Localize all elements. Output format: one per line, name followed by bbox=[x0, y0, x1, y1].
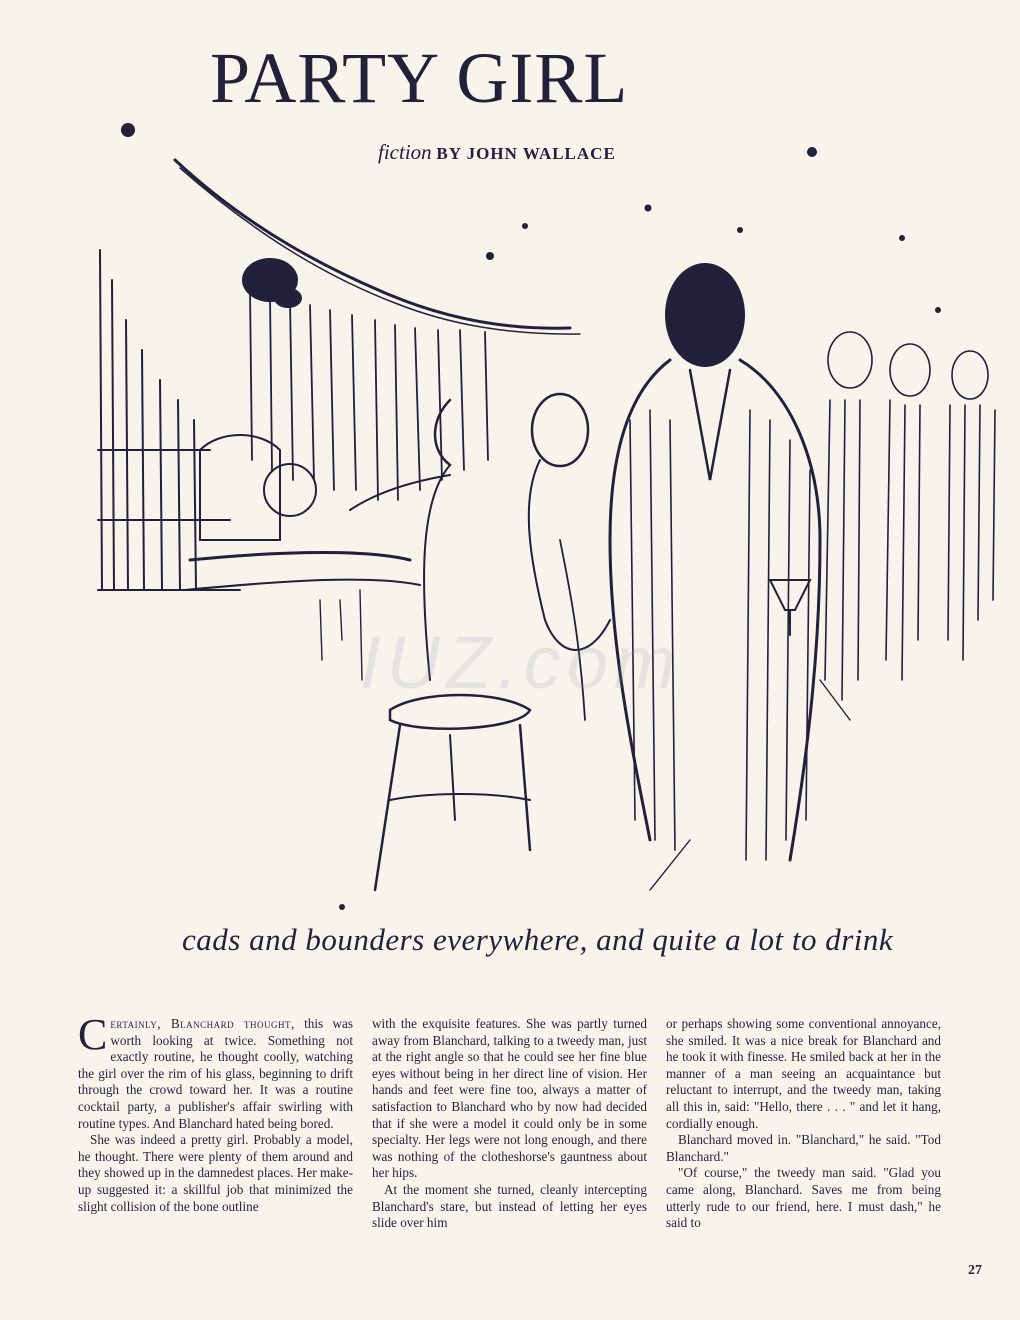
paragraph bbox=[78, 1010, 354, 1132]
byline-author: BY JOHN WALLACE bbox=[436, 144, 616, 163]
ink-dot bbox=[645, 205, 652, 212]
ink-dot bbox=[935, 307, 941, 313]
ink-dot bbox=[737, 227, 743, 233]
byline-genre: fiction bbox=[378, 140, 432, 164]
drop-cap: C bbox=[78, 1010, 108, 1059]
paragraph: with the exquisite features. She was partly turned away from Blanchard, talking to a tweedy man, just at the right angle so that he could see her fine blue eyes without being in her direct line of vision. Her hands and feet were fine too, always a matter of satisfaction to Blanchard who by now had decided that if she were a model it could only be in some specialty. Her legs were not long enough, and there was nothing of the clotheshorse's gauntness about her hips. bbox=[372, 1016, 647, 1181]
text-column-1 bbox=[78, 1010, 354, 1215]
text-column-3 bbox=[666, 1016, 941, 1232]
paragraph-text: this was worth looking at twice. Something not exactly routine, he thought coolly, watching the girl over the rim of his glass, beginning to drift through the crowd toward her. It was a routine cocktail party, a publisher's affair swirling with routine types. And Blanchard hated being bored. bbox=[78, 1016, 354, 1131]
ink-dot bbox=[522, 223, 528, 229]
lead-in: ertainly, Blanchard thought, bbox=[110, 1016, 295, 1031]
ink-dot bbox=[121, 123, 135, 137]
paragraph: "Of course," the tweedy man said. "Glad you came along, Blanchard. Saves me from being utterly rude to our friend, here. I must dash," he said to bbox=[666, 1165, 941, 1231]
page-number: 27 bbox=[968, 1263, 982, 1278]
ink-dot bbox=[899, 235, 905, 241]
watermark: IUZ.com bbox=[360, 621, 682, 704]
body-text bbox=[78, 1010, 948, 1286]
party-illustration bbox=[90, 120, 1010, 910]
ink-dot bbox=[339, 904, 345, 910]
paragraph: or perhaps showing some conventional annoyance, she smiled. It was a nice break for Blanchard and he took it with finesse. He smiled back at her in the manner of a man seeing an acquaintance but reluctant to interrupt, and the tweedy man, taking all this in, said: "Hello, there . . . " and let it hang, cordially enough. bbox=[666, 1016, 941, 1131]
text-column-2 bbox=[372, 1016, 647, 1232]
ink-dot bbox=[486, 252, 494, 260]
paragraph: Blanchard moved in. "Blanchard," he said. "Tod Blanchard." bbox=[666, 1132, 941, 1164]
paragraph: At the moment she turned, cleanly intercepting Blanchard's stare, but instead of letting her eyes slide over him bbox=[372, 1181, 647, 1231]
story-title: PARTY GIRL bbox=[210, 38, 629, 118]
ink-dot bbox=[807, 147, 817, 157]
paragraph: She was indeed a pretty girl. Probably a model, he thought. There were plenty of them around and they showed up in the damnedest places. Her make-up suggested it: a skillful job that minimized the slight collision of the bone outline bbox=[78, 1132, 353, 1214]
story-subtitle: cads and bounders everywhere, and quite a lot to drink bbox=[182, 922, 894, 957]
